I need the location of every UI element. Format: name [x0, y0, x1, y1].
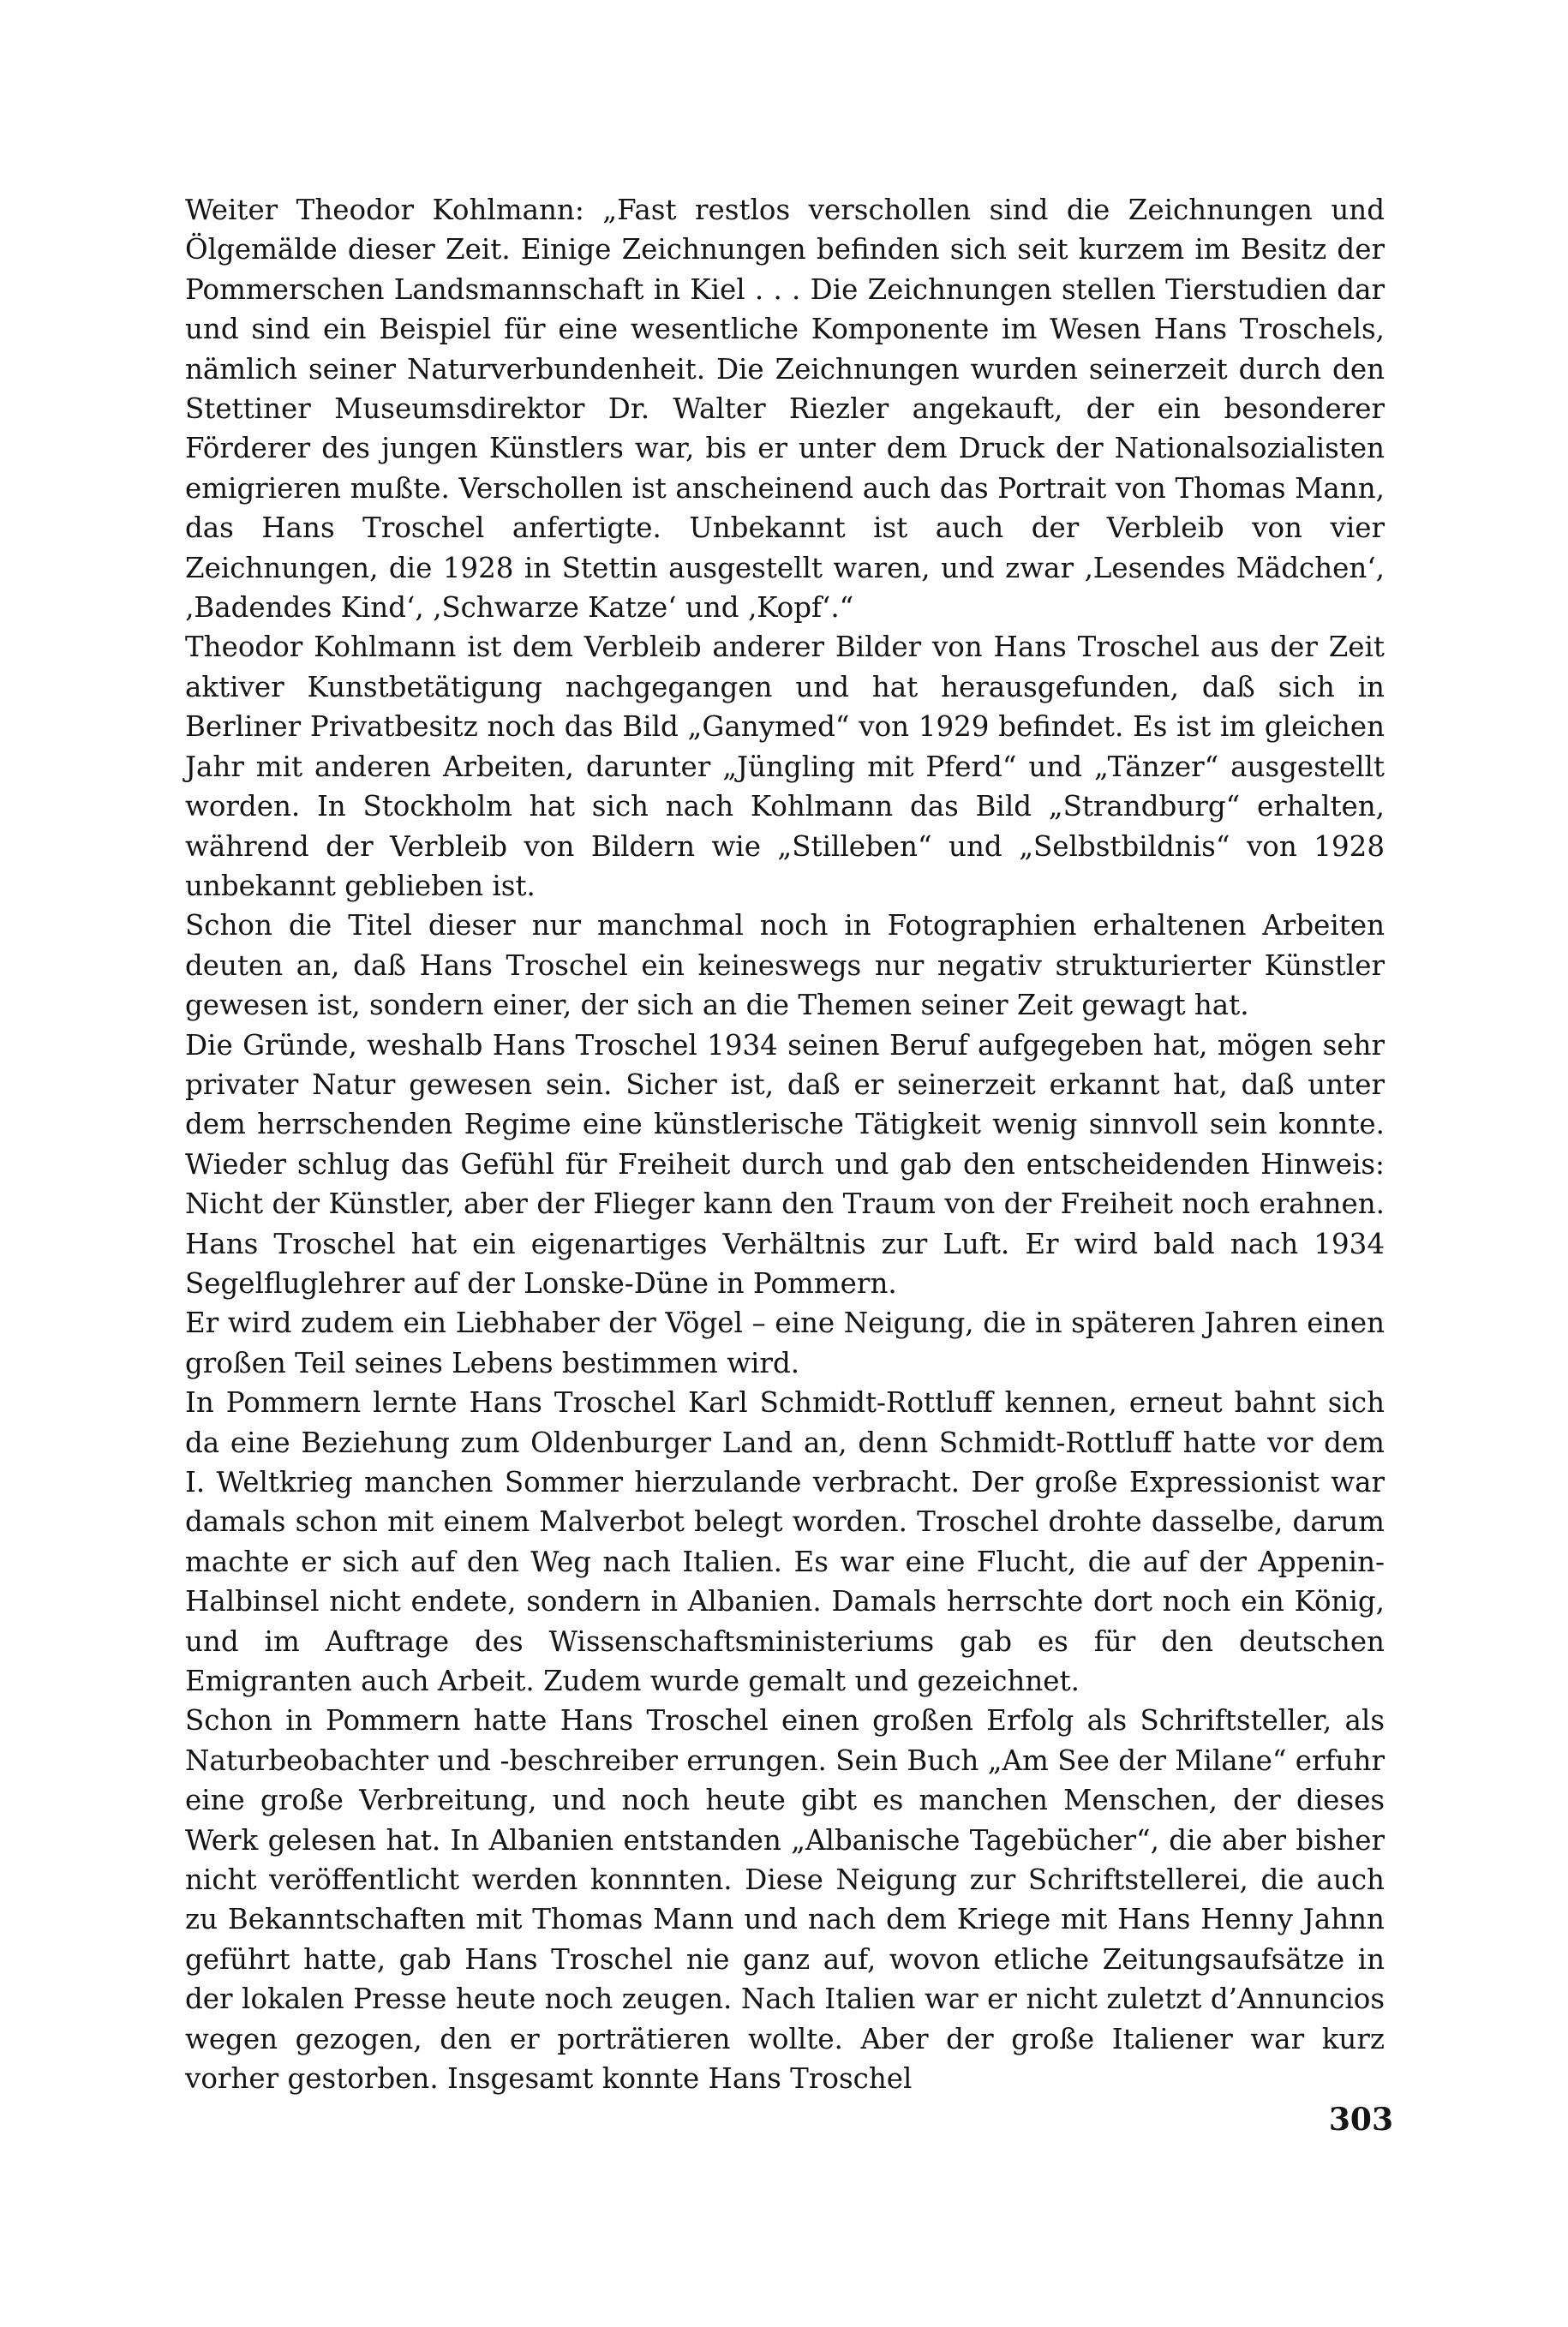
page-number: 303 [1328, 2102, 1393, 2138]
body-text [185, 190, 1385, 2099]
paragraph-6: In Pommern lernte Hans Troschel Karl Schmidt-Rottluff kennen, erneut bahnt sich da eine Beziehung zum Oldenburger Land an, denn Schmidt-Rottluff hatte vor dem I. Weltkrieg manchen Sommer hierzulande verbracht. Der große Expressionist war damals schon mit einem Malverbot belegt worden. Troschel drohte dasselbe, darum machte er sich auf den Weg nach Italien. Es war eine Flucht, die auf der Appenin-Halbinsel nicht endete, sondern in Albanien. Damals herrschte dort noch ein König, und im Auftrage des Wissenschaftsministeriums gab es für den deutschen Emigranten auch Arbeit. Zudem wurde gemalt und gezeichnet. [185, 1386, 1385, 1698]
paragraph-5: Er wird zudem ein Liebhaber der Vögel – eine Neigung, die in späteren Jahren einen großen Teil seines Lebens bestimmen wird. [185, 1307, 1385, 1379]
paragraph-2: Theodor Kohlmann ist dem Verbleib anderer Bilder von Hans Troschel aus der Zeit aktiver Kunstbetätigung nachgegangen und hat herausgefunden, daß sich in Berliner Privatbesitz noch das Bild „Ganymed“ von 1929 befindet. Es ist im gleichen Jahr mit anderen Arbeiten, darunter „Jüngling mit Pferd“ und „Tänzer“ ausgestellt worden. In Stockholm hat sich nach Kohlmann das Bild „Strandburg“ erhalten, während der Verbleib von Bildern wie „Stilleben“ und „Selbstbildnis“ von 1928 unbekannt geblieben ist. [185, 631, 1385, 902]
paragraph-1: Weiter Theodor Kohlmann: „Fast restlos verschollen sind die Zeichnungen und Ölgemälde dieser Zeit. Einige Zeichnungen befinden sich seit kurzem im Besitz der Pommerschen Landsmannschaft in Kiel . . . Die Zeichnungen stellen Tierstudien dar und sind ein Beispiel für eine wesentliche Komponente im Wesen Hans Troschels, nämlich seiner Naturverbundenheit. Die Zeichnungen wurden seinerzeit durch den Stettiner Museumsdirektor Dr. Walter Riezler angekauft, der ein besonderer Förderer des jungen Künstlers war, bis er unter dem Druck der Nationalsozialisten emigrieren mußte. Verschollen ist anscheinend auch das Portrait von Thomas Mann, das Hans Troschel anfertigte. Unbekannt ist auch der Verbleib von vier Zeichnungen, die 1928 in Stettin ausgestellt waren, und zwar ‚Lesendes Mädchen‘, ‚Badendes Kind‘, ‚Schwarze Katze‘ und ‚Kopf‘.“ [185, 194, 1385, 625]
paragraph-4: Die Gründe, weshalb Hans Troschel 1934 seinen Beruf aufgegeben hat, mögen sehr privater Natur gewesen sein. Sicher ist, daß er seinerzeit erkannt hat, daß unter dem herrschenden Regime eine künstlerische Tätigkeit wenig sinnvoll sein konnte. Wieder schlug das Gefühl für Freiheit durch und gab den entscheidenden Hinweis: Nicht der Künstler, aber der Flieger kann den Traum von der Freiheit noch erahnen. Hans Troschel hat ein eigenartiges Verhältnis zur Luft. Er wird bald nach 1934 Segelfluglehrer auf der Lonske-Düne in Pommern. [185, 1028, 1385, 1300]
paragraph-3: Schon die Titel dieser nur manchmal noch in Fotographien erhaltenen Arbeiten deuten an, daß Hans Troschel ein keineswegs nur negativ strukturierter Künstler gewesen ist, sondern einer, der sich an die Themen seiner Zeit gewagt hat. [185, 909, 1385, 1022]
paragraph-7: Schon in Pommern hatte Hans Troschel einen großen Erfolg als Schriftsteller, als Naturbeobachter und -beschreiber errungen. Sein Buch „Am See der Milane“ erfuhr eine große Verbreitung, und noch heute gibt es manchen Menschen, der dieses Werk gelesen hat. In Albanien entstanden „Albanische Tagebücher“, die aber bisher nicht veröffentlicht werden konnnten. Diese Neigung zur Schriftstellerei, die auch zu Bekanntschaften mit Thomas Mann und nach dem Kriege mit Hans Henny Jahnn geführt hatte, gab Hans Troschel nie ganz auf, wovon etliche Zeitungsaufsätze in der lokalen Presse heute noch zeugen. Nach Italien war er nicht zuletzt d’Annuncios wegen gezogen, den er porträtieren wollte. Aber der große Italiener war kurz vorher gestorben. Insgesamt konnte Hans Troschel [185, 1704, 1385, 2096]
